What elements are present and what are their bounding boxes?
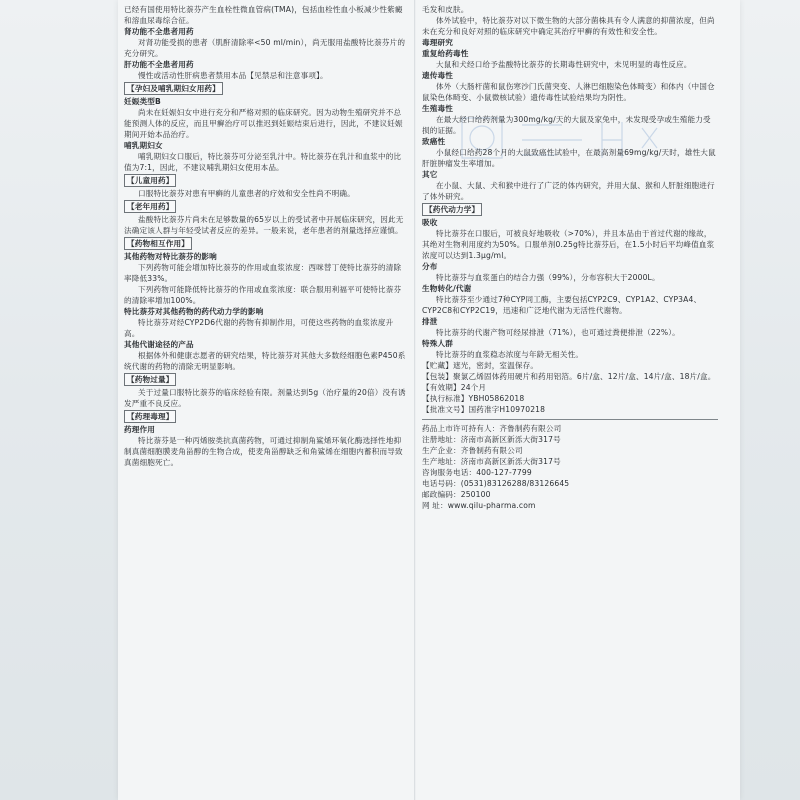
subheading-metabolism: 生物转化/代谢 [422, 284, 472, 293]
manufacturing-address: 生产地址：济南市高新区新泺大街317号 [422, 457, 561, 466]
subheading-absorption: 吸收 [422, 218, 438, 227]
subheading-other-drugs-effect: 其他药物对特比萘芬的影响 [124, 252, 217, 261]
paragraph-metabolism: 特比萘芬至少通过7种CYP同工酶，主要包括CYP2C9、CYP1A2、CYP3A4、CYP2C8和CYP2C19，迅速和广泛地代谢为无活性代谢物。 [422, 295, 702, 315]
paragraph-excretion: 特比萘芬的代谢产物可经尿排泄（71%），也可通过粪便排泄（22%）。 [436, 328, 680, 337]
section-children: 【儿童用药】 [124, 174, 176, 187]
section-standard: 【执行标准】YBH05862018 [422, 394, 525, 403]
subheading-excretion: 排泄 [422, 317, 438, 326]
paper-fold [414, 0, 416, 800]
paragraph-lactation: 哺乳期妇女口服后，特比萘芬可分泌至乳汁中。特比萘芬在乳汁和血浆中的比值为7:1，因此，不建议哺乳期妇女使用本品。 [124, 152, 402, 172]
subheading-lactation: 哺乳期妇女 [124, 141, 163, 150]
section-elderly: 【老年用药】 [124, 200, 176, 213]
registered-address: 注册地址：济南市高新区新泺大街317号 [422, 435, 561, 444]
paragraph-repeat-dose: 大鼠和犬经口给予盐酸特比萘芬的长期毒性研究中，未见明显的毒性反应。 [436, 60, 692, 69]
subheading-reprotox: 生殖毒性 [422, 104, 453, 113]
paragraph-reprotox: 在最大经口给药剂量为300mg/kg/天的大鼠及家兔中，未发现受孕或生殖能力受损的证据。 [422, 115, 711, 135]
subheading-other-tox: 其它 [422, 170, 438, 179]
paragraph-absorption: 特比萘芬在口服后，可被良好地吸收（>70%），并且本品由于首过代谢的缘故，其绝对生物利用度约为50%。口服单剂0.25g特比萘芬后，在1.5小时后平均峰值血浆浓度可以达到1.3μg/ml。 [422, 229, 715, 260]
paragraph-distribution: 特比萘芬与血浆蛋白的结合力强（99%），分布容积大于2000L。 [436, 273, 660, 282]
subheading-pharmacology: 药理作用 [124, 425, 155, 434]
subheading-pregnancy-category: 妊娠类型B [124, 97, 161, 106]
postcode: 邮政编码：250100 [422, 490, 491, 499]
paragraph-children: 口服特比萘芬对患有甲癣的儿童患者的疗效和安全性尚不明确。 [138, 189, 355, 198]
paragraph-hepatic: 慢性或活动性肝病患者禁用本品【见禁忌和注意事项】。 [138, 71, 328, 80]
paragraph-renal: 对肾功能受损的患者（肌酐清除率<50 ml/min），尚无服用盐酸特比萘芬片的充分研究。 [124, 38, 406, 58]
subheading-hepatic: 肝功能不全患者用药 [124, 60, 194, 69]
paragraph-other-pathways: 根据体外和健康志愿者的研究结果，特比萘芬对其他大多数经细胞色素P450系统代谢的药物的清除无明显影响。 [124, 351, 406, 371]
section-package: 【包装】聚氯乙烯固体药用硬片和药用铝箔。6片/盒、12片/盒、14片/盒、18片/盒。 [422, 372, 716, 381]
subheading-renal: 肾功能不全患者用药 [124, 27, 194, 36]
website: 网 址：www.qilu-pharma.com [422, 501, 536, 510]
paragraph-hair-skin: 毛发和皮肤。 [422, 5, 469, 14]
section-pregnancy: 【孕妇及哺乳期妇女用药】 [124, 82, 223, 95]
service-phone: 咨询服务电话：400-127-7799 [422, 468, 532, 477]
paragraph-overdose: 关于过量口服特比萘芬的临床经验有限。剂量达到5g（治疗量的20倍）没有诱发严重不良反应。 [124, 388, 406, 408]
paragraph-tma: 已经有国使用特比萘芬产生血栓性微血管病(TMA)，包括血栓性血小板减少性紫癜和溶血尿毒综合征。 [124, 5, 403, 25]
paragraph-special-populations: 特比萘芬的血浆稳态浓度与年龄无相关性。 [436, 350, 584, 359]
manufacturer: 生产企业：齐鲁制药有限公司 [422, 446, 523, 455]
left-column [124, 4, 408, 796]
subheading-distribution: 分布 [422, 262, 438, 271]
section-approval-number: 【批准文号】国药准字H10970218 [422, 405, 546, 414]
paragraph-genotox: 体外（大肠杆菌和鼠伤寒沙门氏菌突变、人淋巴细胞染色体畸变）和体内（中国仓鼠染色体畸变、小鼠微核试验）遗传毒性试验结果均为阴性。 [422, 82, 715, 102]
section-interactions: 【药物相互作用】 [124, 237, 192, 250]
paragraph-in-vitro: 体外试验中，特比萘芬对以下微生物的大部分菌株具有令人满意的抑菌浓度，但尚未在充分和良好对照的临床研究中确定其治疗甲癣的有效性和安全性。 [422, 16, 715, 36]
subheading-carcinogenicity: 致癌性 [422, 137, 446, 146]
subheading-toxicology: 毒理研究 [422, 38, 453, 47]
paragraph-elderly: 盐酸特比萘芬片尚未在足够数量的65岁以上的受试者中开展临床研究，因此无法确定该人群与年轻受试者反应的差异。一般来说，老年患者的剂量选择应谨慎。 [124, 215, 404, 235]
subheading-special-populations: 特殊人群 [422, 339, 453, 348]
section-overdose: 【药物过量】 [124, 373, 176, 386]
subheading-genotox: 遗传毒性 [422, 71, 453, 80]
paragraph-carcinogenicity: 小鼠经口给药28个月的大鼠致癌性试验中，在最高剂量69mg/kg/天时，雄性大鼠肝脏肿瘤发生率增加。 [422, 148, 716, 168]
section-pharmacokinetics: 【药代动力学】 [422, 203, 482, 216]
right-column [422, 4, 718, 796]
section-storage: 【贮藏】遮光，密封，室温保存。 [422, 361, 539, 370]
paragraph-pregnancy: 尚未在妊娠妇女中进行充分和严格对照的临床研究。因为动物生殖研究并不总能预测人体的反应，而且甲癣治疗可以推迟到妊娠结束后进行，因此，不建议妊娠期间开始本品治疗。 [124, 108, 403, 139]
paragraph-cyp2d6: 特比萘芬对经CYP2D6代谢的药物有抑制作用，可使这些药物的血浆浓度升高。 [124, 318, 394, 338]
subheading-other-pathways: 其他代谢途径的产品 [124, 340, 194, 349]
phone-number: 电话号码：(0531)83126288/83126645 [422, 479, 570, 488]
paragraph-pharmacology: 特比萘芬是一种丙烯胺类抗真菌药物，可通过抑制角鲨烯环氧化酶选择性地抑制真菌细胞膜麦角甾醇的生物合成，使麦角甾醇缺乏和角鲨烯在细胞内蓄积而导致真菌细胞死亡。 [124, 436, 403, 467]
section-validity: 【有效期】24个月 [422, 383, 487, 392]
subheading-repeat-dose: 重复给药毒性 [422, 49, 469, 58]
paragraph-increase: 下列药物可能会增加特比萘芬的作用或血浆浓度：西咪替丁使特比萘芬的清除率降低33%。 [124, 263, 402, 283]
paragraph-other-tox: 在小鼠、大鼠、犬和猴中进行了广泛的体内研究，并用大鼠、猴和人肝脏细胞进行了体外研究。 [422, 181, 715, 201]
marketing-authorization-holder: 药品上市许可持有人：齐鲁制药有限公司 [422, 424, 562, 433]
subheading-pk-effect: 特比萘芬对其他药物的药代动力学的影响 [124, 307, 264, 316]
paragraph-decrease: 下列药物可能降低特比萘芬的作用或血浆浓度：联合服用利福平可使特比萘芬的清除率增加100%。 [124, 285, 402, 305]
company-info-block [422, 419, 718, 511]
section-pharmacology: 【药理毒理】 [124, 410, 176, 423]
